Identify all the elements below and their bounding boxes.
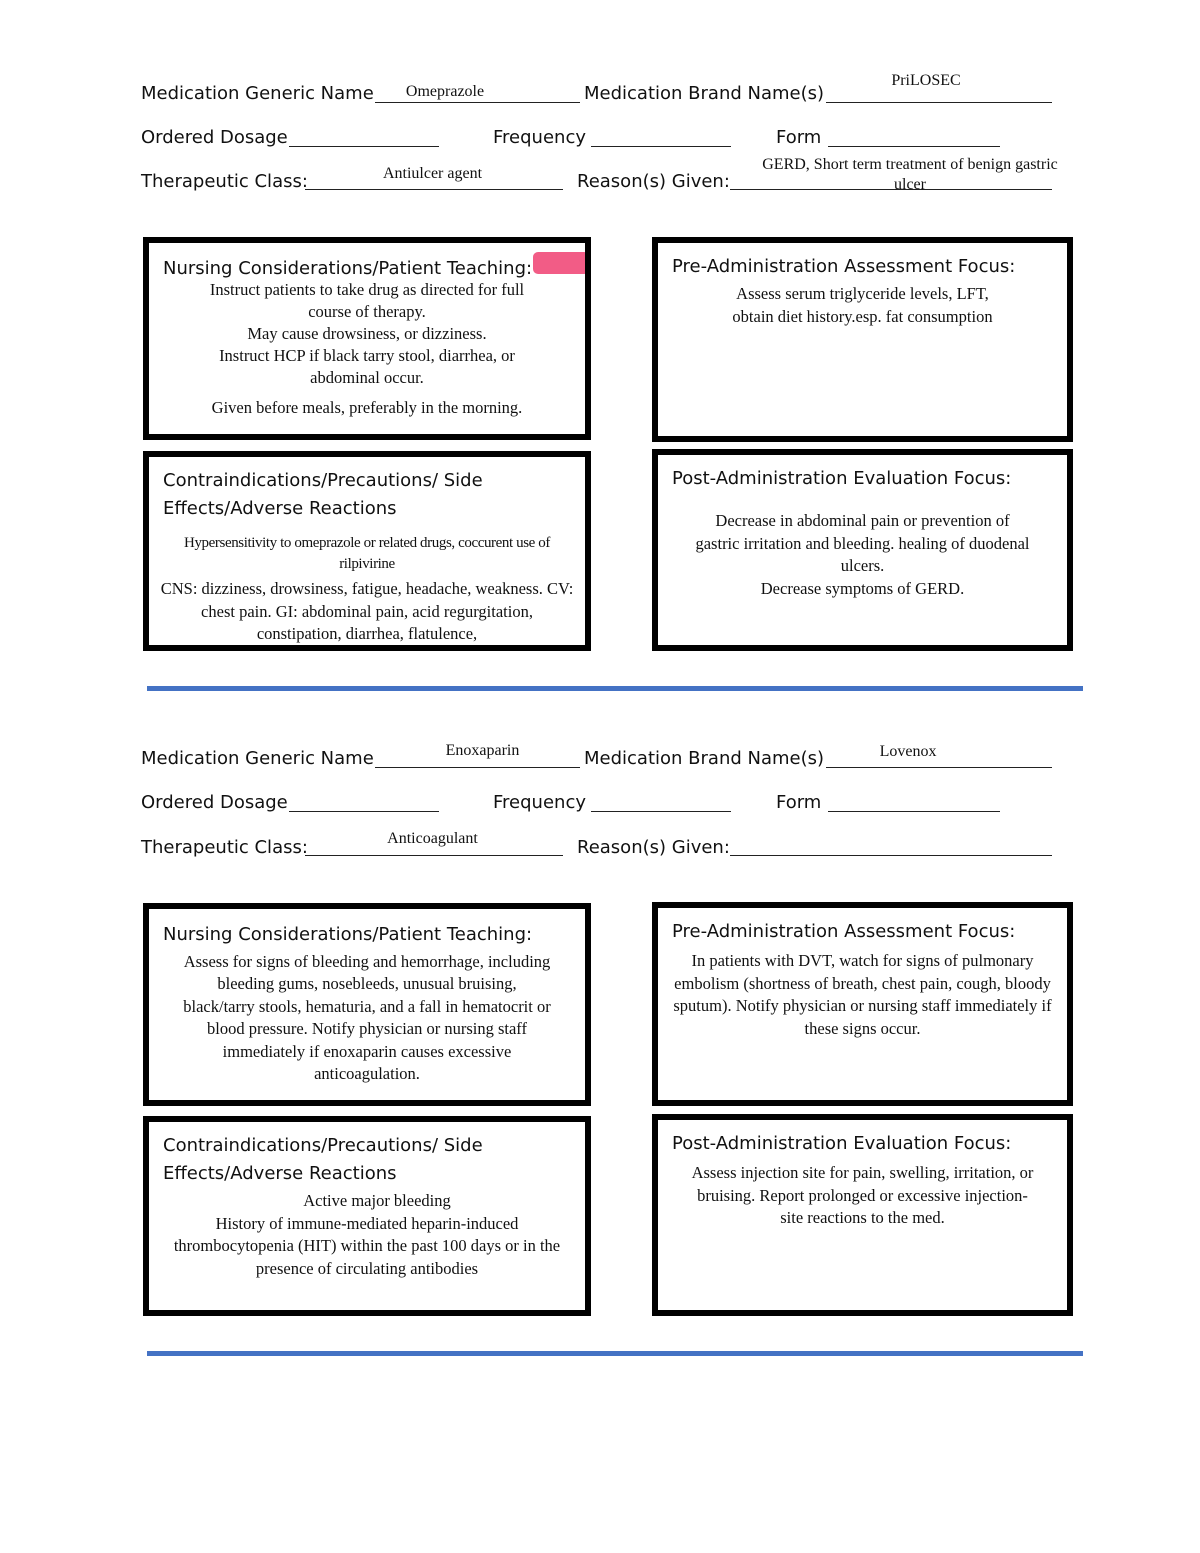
nursing-considerations-title: Nursing Considerations/Patient Teaching: [163,258,533,279]
nursing-line: Assess for signs of bleeding and hemorrhage, including bleeding gums, nosebleeds, unusual bruising, black/tarry stools, hematuria, and a fall in hematocrit or blood pressure. Notify physician or nursing staff immediately if enoxaparin causes excessive anticoagulation. [183,952,551,1084]
form-label: Form [776,792,822,813]
brand-name-value[interactable]: Lovenox [879,743,937,760]
ordered-dosage-line [289,811,439,812]
therapeutic-class-value[interactable]: Antiulcer agent [382,165,483,182]
pre-administration-text [668,950,1057,1040]
card-separator-line [147,1351,1083,1356]
nursing-considerations-text [159,951,575,1085]
generic-name-label: Medication Generic Name [141,83,374,104]
pink-highlight-mark [533,252,589,274]
pre-admin-line: In patients with DVT, watch for signs of pulmonary embolism (shortness of breath, chest pain, cough, bloody sputum). Notify physician or nursing staff immediately if these signs occur. [673,951,1052,1038]
contraindications-title: Contraindications/Precautions/ Side Effects/Adverse Reactions [163,1135,483,1184]
generic-name-line [375,102,580,103]
frequency-line [591,811,731,812]
contra-line: CNS: dizziness, drowsiness, fatigue, headache, weakness. CV: chest pain. GI: abdominal pain, acid regurgitation, constipation, diarrhea, flatulence, [160,579,574,643]
nursing-considerations-text [159,279,575,419]
medication-card-omeprazole [0,0,1200,700]
reasons-given-line [730,855,1052,856]
pre-administration-text [668,283,1057,328]
post-admin-line: Decrease symptoms of GERD. [760,578,965,598]
pre-administration-box [652,902,1073,1106]
therapeutic-class-label: Therapeutic Class: [141,837,308,858]
contraindications-title: Contraindications/Precautions/ Side Effects/Adverse Reactions [163,470,483,519]
pre-administration-title: Pre-Administration Assessment Focus: [672,921,1016,942]
post-administration-box [652,1114,1073,1316]
generic-name-label: Medication Generic Name [141,748,374,769]
brand-name-label: Medication Brand Name(s) [584,748,825,769]
contraindications-text [159,1190,575,1280]
nursing-line: May cause drowsiness, or dizziness. [247,324,487,343]
pre-administration-box [652,237,1073,442]
generic-name-value[interactable]: Enoxaparin [445,742,520,759]
form-line [828,146,1000,147]
nursing-line: Instruct patients to take drug as directed for full course of therapy. [209,280,525,321]
form-label: Form [776,127,822,148]
frequency-label: Frequency [493,127,586,148]
contraindications-box [143,1116,591,1316]
pre-administration-title: Pre-Administration Assessment Focus: [672,256,1016,277]
generic-name-line [375,767,580,768]
brand-name-value[interactable]: PriLOSEC [891,72,961,89]
nursing-line: Instruct HCP if black tarry stool, diarrhea, or abdominal occur. [219,346,515,387]
nursing-considerations-box [143,903,591,1106]
post-administration-title: Post-Administration Evaluation Focus: [672,468,1012,489]
brand-name-line [826,767,1052,768]
post-administration-box [652,449,1073,651]
post-admin-line: Assess injection site for pain, swelling, irritation, or bruising. Report prolonged or excessive injection-site reactions to the med. [691,1163,1034,1227]
therapeutic-class-value[interactable]: Anticoagulant [387,830,478,847]
contraindications-text [159,533,575,646]
frequency-line [591,146,731,147]
contra-line: Hypersensitivity to omeprazole or related drugs, coccurent use of rilpivirine [184,535,550,572]
therapeutic-class-line [305,855,563,856]
nursing-considerations-title: Nursing Considerations/Patient Teaching: [163,924,533,945]
contra-line: History of immune-mediated heparin-induced thrombocytopenia (HIT) within the past 100 days or in the presence of circulating antibodies [173,1213,561,1278]
ordered-dosage-label: Ordered Dosage [141,127,288,148]
pre-admin-line: Assess serum triglyceride levels, LFT, obtain diet history.esp. fat consumption [732,284,993,326]
generic-name-value[interactable]: Omeprazole [405,83,485,100]
post-administration-text [668,1162,1057,1230]
post-admin-line: Decrease in abdominal pain or prevention of gastric irritation and bleeding. healing of duodenal ulcers. [695,511,1030,575]
medication-card-enoxaparin [0,665,1200,1365]
form-line [828,811,1000,812]
post-administration-text [668,510,1057,600]
reasons-given-label: Reason(s) Given: [577,837,730,858]
brand-name-line [826,102,1052,103]
ordered-dosage-label: Ordered Dosage [141,792,288,813]
brand-name-label: Medication Brand Name(s) [584,83,825,104]
therapeutic-class-label: Therapeutic Class: [141,171,308,192]
nursing-considerations-box [143,237,591,440]
frequency-label: Frequency [493,792,586,813]
contraindications-box [143,451,591,651]
reasons-given-value[interactable]: GERD, Short term treatment of benign gastric ulcer [762,156,1058,193]
nursing-line: Given before meals, preferably in the morning. [211,398,523,417]
reasons-given-label: Reason(s) Given: [577,171,730,192]
ordered-dosage-line [289,146,439,147]
contra-line: Active major bleeding [303,1191,451,1210]
therapeutic-class-line [305,189,563,190]
post-administration-title: Post-Administration Evaluation Focus: [672,1133,1012,1154]
